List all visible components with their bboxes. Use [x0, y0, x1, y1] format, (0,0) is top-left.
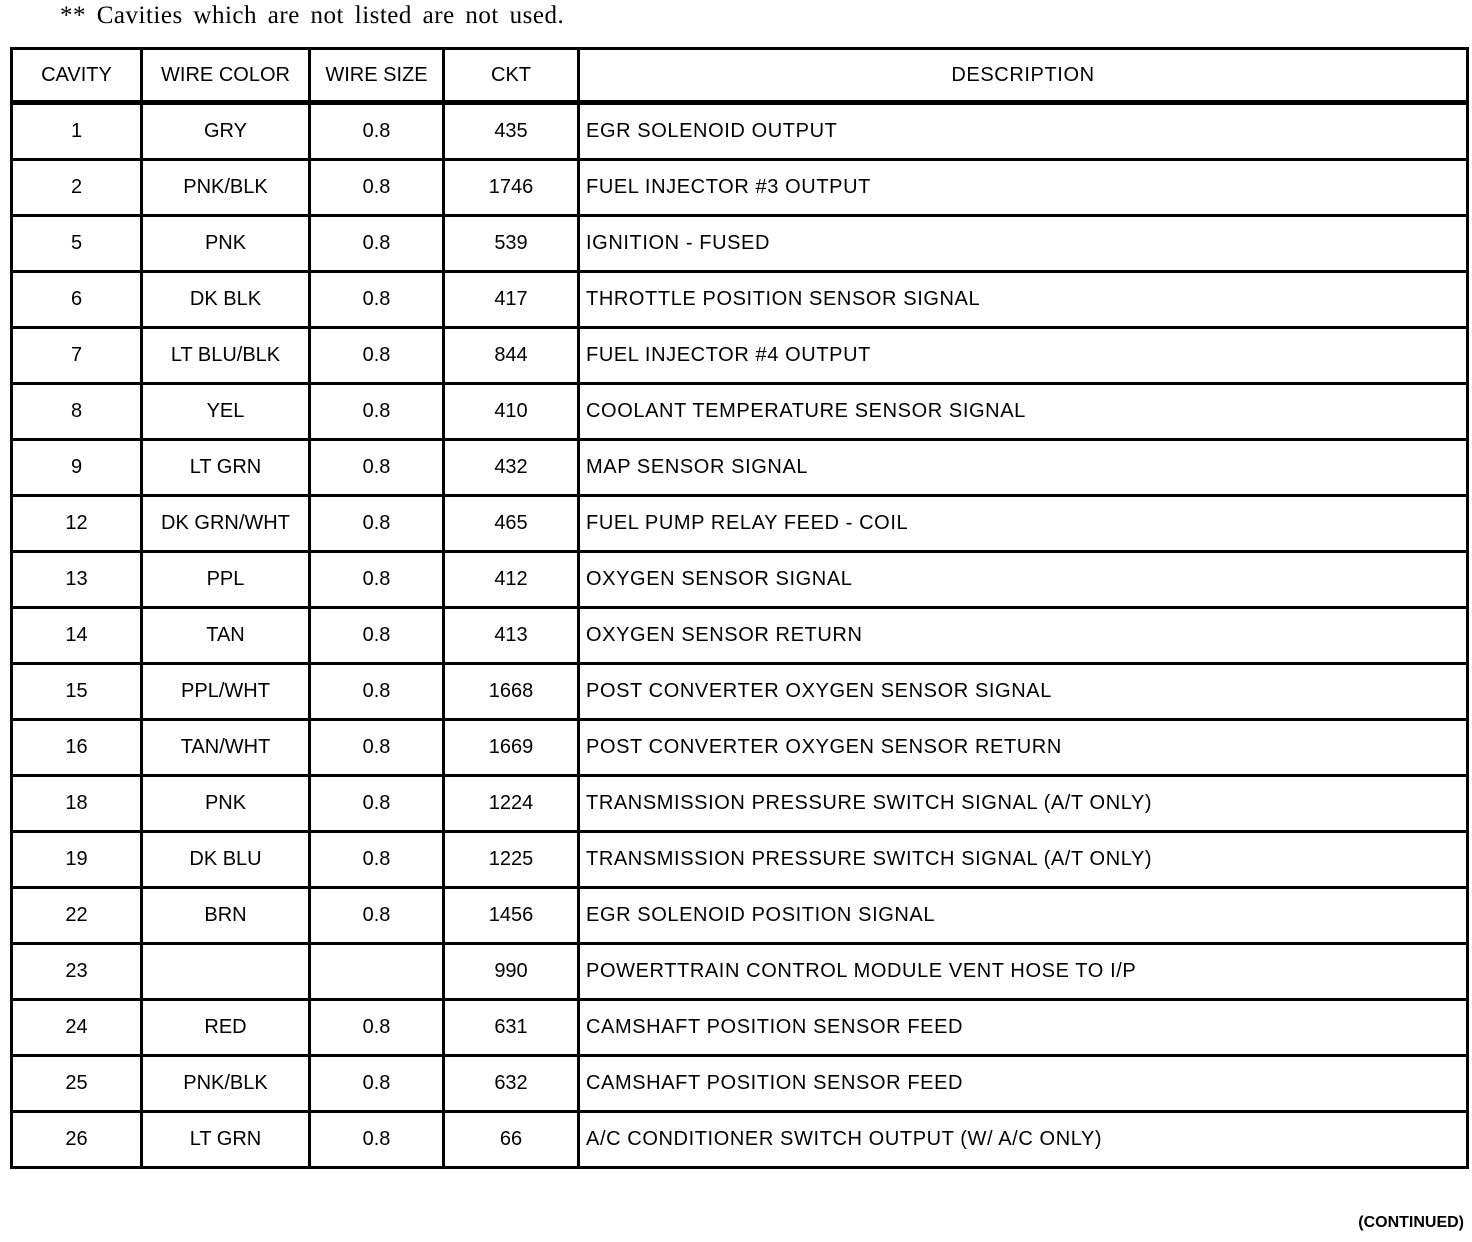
cell-cavity: 12	[12, 496, 142, 552]
cell-ckt: 435	[444, 103, 579, 160]
cell-ckt: 844	[444, 328, 579, 384]
cell-wire-color	[142, 944, 310, 1000]
table-row	[12, 608, 1468, 664]
cell-wire-size: 0.8	[310, 552, 444, 608]
cell-wire-size: 0.8	[310, 1056, 444, 1112]
cell-wire-color: TAN	[142, 608, 310, 664]
cell-description: POST CONVERTER OXYGEN SENSOR RETURN	[579, 720, 1468, 776]
table-row	[12, 888, 1468, 944]
table-header	[12, 49, 1468, 103]
table-row	[12, 328, 1468, 384]
cell-description: OXYGEN SENSOR RETURN	[579, 608, 1468, 664]
cell-cavity: 24	[12, 1000, 142, 1056]
cell-cavity: 6	[12, 272, 142, 328]
cell-description: POWERTTRAIN CONTROL MODULE VENT HOSE TO I/P	[579, 944, 1468, 1000]
cell-description: MAP SENSOR SIGNAL	[579, 440, 1468, 496]
table-row	[12, 552, 1468, 608]
cell-cavity: 23	[12, 944, 142, 1000]
cell-wire-color: DK BLU	[142, 832, 310, 888]
cell-ckt: 632	[444, 1056, 579, 1112]
cell-wire-size: 0.8	[310, 1112, 444, 1168]
column-header-description: DESCRIPTION	[579, 49, 1468, 103]
cell-description: OXYGEN SENSOR SIGNAL	[579, 552, 1468, 608]
cell-cavity: 9	[12, 440, 142, 496]
cell-description: FUEL PUMP RELAY FEED - COIL	[579, 496, 1468, 552]
cell-wire-size: 0.8	[310, 272, 444, 328]
column-header-wire-size: WIRE SIZE	[310, 49, 444, 103]
cell-wire-color: PNK/BLK	[142, 160, 310, 216]
cell-description: TRANSMISSION PRESSURE SWITCH SIGNAL (A/T ONLY)	[579, 776, 1468, 832]
cell-wire-size: 0.8	[310, 888, 444, 944]
cell-wire-color: TAN/WHT	[142, 720, 310, 776]
cell-cavity: 26	[12, 1112, 142, 1168]
cell-wire-size: 0.8	[310, 608, 444, 664]
cell-ckt: 412	[444, 552, 579, 608]
cell-wire-color: BRN	[142, 888, 310, 944]
cell-cavity: 2	[12, 160, 142, 216]
cell-wire-size: 0.8	[310, 384, 444, 440]
table-row	[12, 216, 1468, 272]
cell-wire-size: 0.8	[310, 496, 444, 552]
cell-wire-color: PNK	[142, 776, 310, 832]
cell-wire-color: PPL	[142, 552, 310, 608]
cell-ckt: 990	[444, 944, 579, 1000]
cell-wire-color: LT GRN	[142, 1112, 310, 1168]
cell-ckt: 631	[444, 1000, 579, 1056]
table-row	[12, 944, 1468, 1000]
cell-ckt: 539	[444, 216, 579, 272]
cell-ckt: 1225	[444, 832, 579, 888]
cell-wire-color: RED	[142, 1000, 310, 1056]
cell-description: CAMSHAFT POSITION SENSOR FEED	[579, 1000, 1468, 1056]
cell-description: TRANSMISSION PRESSURE SWITCH SIGNAL (A/T ONLY)	[579, 832, 1468, 888]
cell-ckt: 1224	[444, 776, 579, 832]
table-note: ** Cavities which are not listed are not used.	[60, 2, 565, 29]
table-row	[12, 272, 1468, 328]
table-body	[12, 103, 1468, 1168]
cell-description: EGR SOLENOID POSITION SIGNAL	[579, 888, 1468, 944]
table-row	[12, 496, 1468, 552]
table-row	[12, 160, 1468, 216]
table-row	[12, 384, 1468, 440]
cell-description: CAMSHAFT POSITION SENSOR FEED	[579, 1056, 1468, 1112]
cell-ckt: 410	[444, 384, 579, 440]
cell-wire-size: 0.8	[310, 440, 444, 496]
table-row	[12, 440, 1468, 496]
cell-description: FUEL INJECTOR #4 OUTPUT	[579, 328, 1468, 384]
cell-wire-size: 0.8	[310, 216, 444, 272]
cell-description: FUEL INJECTOR #3 OUTPUT	[579, 160, 1468, 216]
cell-wire-color: DK GRN/WHT	[142, 496, 310, 552]
cell-description: EGR SOLENOID OUTPUT	[579, 103, 1468, 160]
table-row	[12, 720, 1468, 776]
cell-ckt: 413	[444, 608, 579, 664]
cell-description: A/C CONDITIONER SWITCH OUTPUT (W/ A/C ONLY)	[579, 1112, 1468, 1168]
cell-description: POST CONVERTER OXYGEN SENSOR SIGNAL	[579, 664, 1468, 720]
cell-wire-size	[310, 944, 444, 1000]
continued-label: (CONTINUED)	[1358, 1214, 1464, 1231]
cell-wire-size: 0.8	[310, 720, 444, 776]
cell-wire-color: LT GRN	[142, 440, 310, 496]
cell-wire-color: PNK	[142, 216, 310, 272]
cell-wire-color: DK BLK	[142, 272, 310, 328]
cell-wire-color: LT BLU/BLK	[142, 328, 310, 384]
cell-wire-color: PPL/WHT	[142, 664, 310, 720]
table-row	[12, 1000, 1468, 1056]
table-row	[12, 776, 1468, 832]
cell-cavity: 16	[12, 720, 142, 776]
cell-wire-size: 0.8	[310, 832, 444, 888]
header-row	[12, 49, 1468, 103]
cell-ckt: 417	[444, 272, 579, 328]
cell-description: IGNITION - FUSED	[579, 216, 1468, 272]
table-row	[12, 832, 1468, 888]
cell-cavity: 14	[12, 608, 142, 664]
cell-cavity: 7	[12, 328, 142, 384]
table-row	[12, 664, 1468, 720]
table-row	[12, 1056, 1468, 1112]
cell-wire-color: YEL	[142, 384, 310, 440]
cell-ckt: 1669	[444, 720, 579, 776]
cell-cavity: 13	[12, 552, 142, 608]
cell-ckt: 1746	[444, 160, 579, 216]
cell-description: THROTTLE POSITION SENSOR SIGNAL	[579, 272, 1468, 328]
cell-wire-size: 0.8	[310, 328, 444, 384]
cell-ckt: 66	[444, 1112, 579, 1168]
cell-cavity: 5	[12, 216, 142, 272]
cell-cavity: 19	[12, 832, 142, 888]
cell-ckt: 465	[444, 496, 579, 552]
cell-ckt: 1456	[444, 888, 579, 944]
column-header-cavity: CAVITY	[12, 49, 142, 103]
table-row	[12, 1112, 1468, 1168]
cell-cavity: 15	[12, 664, 142, 720]
column-header-wire-color: WIRE COLOR	[142, 49, 310, 103]
cell-cavity: 18	[12, 776, 142, 832]
cell-wire-size: 0.8	[310, 160, 444, 216]
table-row	[12, 103, 1468, 160]
connector-cavity-table	[10, 47, 1469, 1169]
cell-ckt: 1668	[444, 664, 579, 720]
cell-cavity: 22	[12, 888, 142, 944]
cell-wire-size: 0.8	[310, 776, 444, 832]
column-header-ckt: CKT	[444, 49, 579, 103]
cell-wire-color: PNK/BLK	[142, 1056, 310, 1112]
cell-cavity: 25	[12, 1056, 142, 1112]
cell-cavity: 8	[12, 384, 142, 440]
cell-ckt: 432	[444, 440, 579, 496]
cell-wire-size: 0.8	[310, 1000, 444, 1056]
cell-wire-size: 0.8	[310, 103, 444, 160]
cell-cavity: 1	[12, 103, 142, 160]
cell-description: COOLANT TEMPERATURE SENSOR SIGNAL	[579, 384, 1468, 440]
cell-wire-color: GRY	[142, 103, 310, 160]
cell-wire-size: 0.8	[310, 664, 444, 720]
